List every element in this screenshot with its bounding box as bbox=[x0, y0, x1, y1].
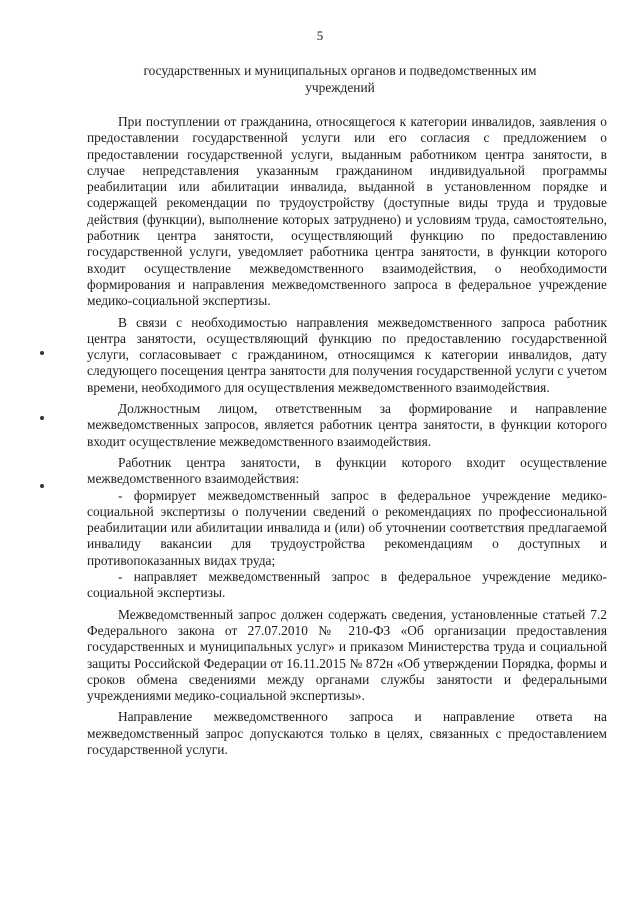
document-body bbox=[87, 114, 607, 763]
margin-mark-2 bbox=[40, 416, 44, 420]
list-item-1: - формирует межведомственный запрос в федеральное учреждение медико-социальной экспертизы о получении сведений о рекомендациях по профессиональной реабилитации или абилитации инвалида и (или) об уточнении соответствия предлагаемой инвалиду вакансии для трудоустройства рекомендациям о доступных и противопоказанных видах труда; bbox=[87, 487, 607, 568]
paragraph-5: Межведомственный запрос должен содержать сведения, установленные статьей 7.2 Федерального закона от 27.07.2010 № 210-ФЗ «Об организации предоставления государственных и муниципальных услуг» и приказом Министерства труда и социальной защиты Российской Федерации от 16.11.2015 № 872н «Об утверждении Порядка, формы и сроков обмена сведениями между органами службы занятости и федеральными учреждениями медико-социальной экспертизы». bbox=[87, 606, 607, 704]
paragraph-6: Направление межведомственного запроса и направление ответа на межведомственный запрос допускаются только в целях, связанных с предоставлением государственной услуги. bbox=[87, 709, 607, 757]
list-item-2: - направляет межведомственный запрос в федеральное учреждение медико-социальной экспертизы. bbox=[87, 569, 607, 601]
page-number: 5 bbox=[316, 28, 324, 43]
paragraph-1: При поступлении от гражданина, относящегося к категории инвалидов, заявления о предоставлении государственной услуги или его согласия с предложением о предоставлении государственной услуги, выданным работником центра занятости, в случае непредставления указанным гражданином индивидуальной программы реабилитации или абилитации инвалида, выданной в установленном порядке и содержащей рекомендации по трудоустройству (доступные виды труда и трудовые действия (функции), выполнение которых затруднено) и условиям труда, самостоятельно, работник центра занятости, осуществляющий функцию по предоставлению государственной услуги, уведомляет работника центра занятости, в функции которого входит осуществление межведомственного взаимодействия, о необходимости формирования и направления межведомственного запроса в федеральное учреждение медико-социальной экспертизы. bbox=[87, 114, 607, 309]
paragraph-3: Должностным лицом, ответственным за формирование и направление межведомственных запросов, является работник центра занятости, в функции которого входит осуществление межведомственного взаимодействия. bbox=[87, 401, 607, 449]
margin-mark-3 bbox=[40, 484, 44, 488]
paragraph-2: В связи с необходимостью направления межведомственного запроса работник центра занятости, осуществляющий функцию по предоставлению государственной услуги, согласовывает с гражданином, относящимся к категории инвалидов, дату следующего посещения центра занятости для получения государственной услуги с учетом времени, необходимого для осуществления межведомственного взаимодействия. bbox=[87, 314, 607, 395]
paragraph-4: Работник центра занятости, в функции которого входит осуществление межведомственного взаимодействия: bbox=[87, 454, 607, 487]
section-heading: государственных и муниципальных органов и подведомственных им учреждений bbox=[143, 63, 537, 95]
margin-mark-1 bbox=[40, 351, 44, 355]
